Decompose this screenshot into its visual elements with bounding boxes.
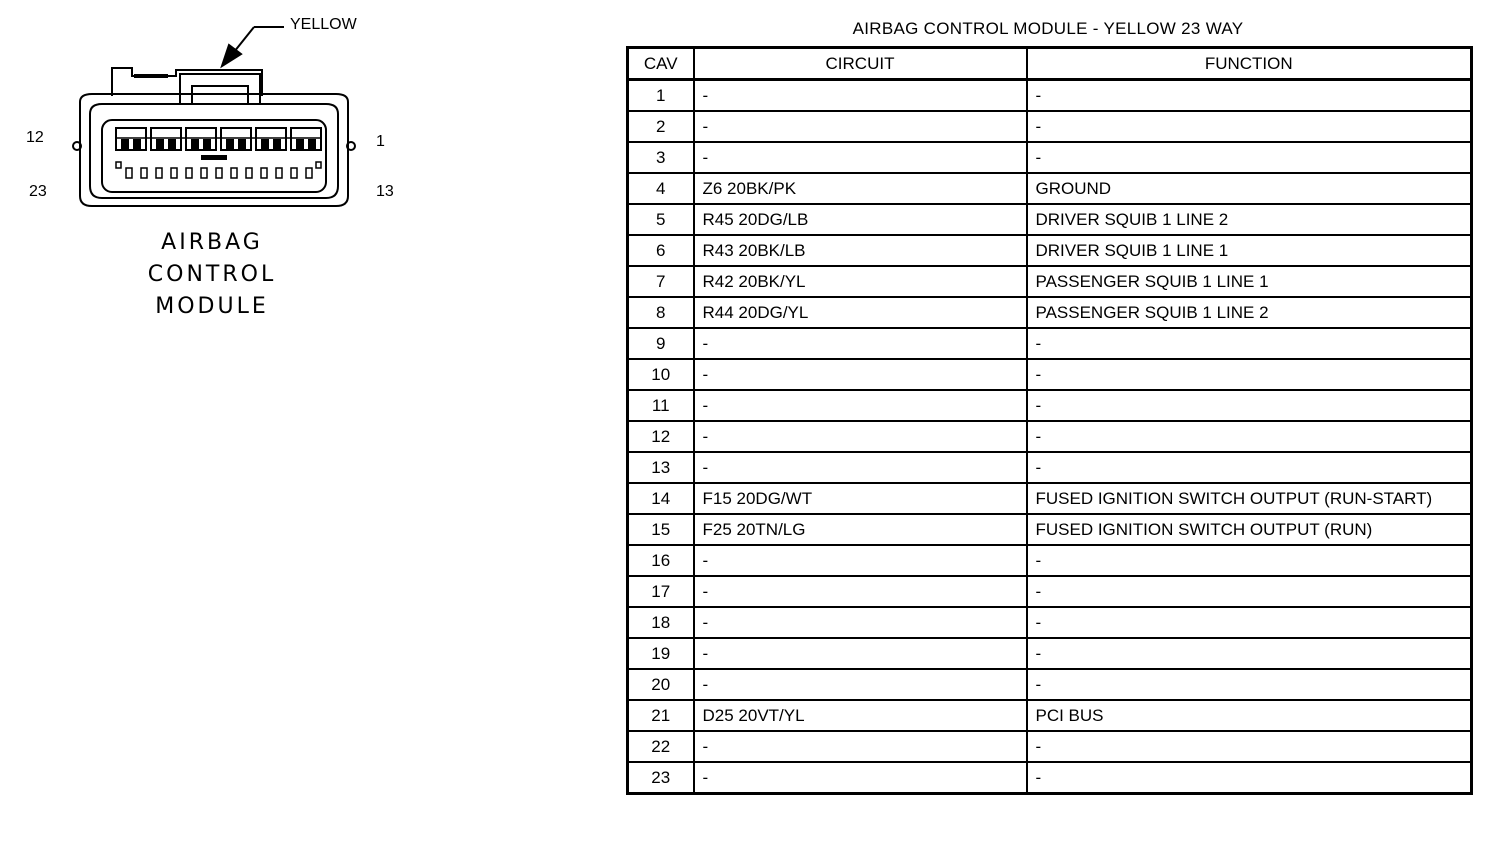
connector-latch bbox=[112, 68, 262, 96]
table-row bbox=[628, 483, 1472, 514]
table-row bbox=[628, 762, 1472, 794]
cell-function: - bbox=[1027, 576, 1472, 607]
cell-function: - bbox=[1027, 669, 1472, 700]
cell-cav: 16 bbox=[628, 545, 694, 576]
table-row bbox=[628, 421, 1472, 452]
cell-function: - bbox=[1027, 607, 1472, 638]
cell-function: FUSED IGNITION SWITCH OUTPUT (RUN) bbox=[1027, 514, 1472, 545]
cell-cav: 13 bbox=[628, 452, 694, 483]
cell-function: - bbox=[1027, 731, 1472, 762]
cell-cav: 5 bbox=[628, 204, 694, 235]
pin-label-bottom-left: 23 bbox=[29, 183, 47, 200]
cell-circuit: R45 20DG/LB bbox=[694, 204, 1027, 235]
table-row bbox=[628, 266, 1472, 297]
cell-function: PASSENGER SQUIB 1 LINE 2 bbox=[1027, 297, 1472, 328]
cell-function: - bbox=[1027, 328, 1472, 359]
cell-circuit: - bbox=[694, 111, 1027, 142]
cell-circuit: R44 20DG/YL bbox=[694, 297, 1027, 328]
table-row bbox=[628, 545, 1472, 576]
table-row bbox=[628, 328, 1472, 359]
cell-circuit: - bbox=[694, 576, 1027, 607]
cell-function: - bbox=[1027, 762, 1472, 794]
cell-function: - bbox=[1027, 390, 1472, 421]
cell-function: - bbox=[1027, 545, 1472, 576]
table-row bbox=[628, 452, 1472, 483]
module-name-line-2: CONTROL bbox=[147, 262, 277, 287]
cell-cav: 1 bbox=[628, 80, 694, 112]
table-row bbox=[628, 111, 1472, 142]
pinout-table-body bbox=[628, 80, 1472, 794]
cell-circuit: - bbox=[694, 142, 1027, 173]
table-row bbox=[628, 80, 1472, 112]
cell-function: DRIVER SQUIB 1 LINE 2 bbox=[1027, 204, 1472, 235]
cell-cav: 18 bbox=[628, 607, 694, 638]
module-name-line-3: MODULE bbox=[155, 294, 269, 319]
cell-function: - bbox=[1027, 638, 1472, 669]
pinout-table bbox=[626, 46, 1473, 795]
cell-circuit: - bbox=[694, 421, 1027, 452]
connector-diagram bbox=[0, 0, 600, 330]
cell-cav: 19 bbox=[628, 638, 694, 669]
table-row bbox=[628, 514, 1472, 545]
bottom-cavity-row bbox=[116, 162, 321, 178]
cell-function: FUSED IGNITION SWITCH OUTPUT (RUN-START) bbox=[1027, 483, 1472, 514]
cell-circuit: - bbox=[694, 80, 1027, 112]
header-circuit: CIRCUIT bbox=[694, 48, 1027, 80]
cell-cav: 23 bbox=[628, 762, 694, 794]
cell-cav: 11 bbox=[628, 390, 694, 421]
table-row bbox=[628, 235, 1472, 266]
cell-circuit: - bbox=[694, 669, 1027, 700]
cell-circuit: - bbox=[694, 731, 1027, 762]
cell-circuit: R42 20BK/YL bbox=[694, 266, 1027, 297]
cell-cav: 8 bbox=[628, 297, 694, 328]
table-row bbox=[628, 173, 1472, 204]
header-cav: CAV bbox=[628, 48, 694, 80]
cell-circuit: - bbox=[694, 762, 1027, 794]
cell-cav: 9 bbox=[628, 328, 694, 359]
cell-circuit: - bbox=[694, 607, 1027, 638]
cell-cav: 6 bbox=[628, 235, 694, 266]
cell-function: PASSENGER SQUIB 1 LINE 1 bbox=[1027, 266, 1472, 297]
table-row bbox=[628, 297, 1472, 328]
table-row bbox=[628, 700, 1472, 731]
table-row bbox=[628, 731, 1472, 762]
cell-circuit: - bbox=[694, 328, 1027, 359]
top-cavity-row bbox=[116, 128, 321, 150]
cell-function: - bbox=[1027, 80, 1472, 112]
cell-circuit: F25 20TN/LG bbox=[694, 514, 1027, 545]
table-header-row bbox=[628, 48, 1472, 80]
cell-circuit: - bbox=[694, 390, 1027, 421]
pin-label-top-left: 12 bbox=[26, 129, 44, 146]
cell-function: DRIVER SQUIB 1 LINE 1 bbox=[1027, 235, 1472, 266]
cell-function: - bbox=[1027, 421, 1472, 452]
table-row bbox=[628, 204, 1472, 235]
table-row bbox=[628, 576, 1472, 607]
cell-circuit: - bbox=[694, 452, 1027, 483]
table-title: AIRBAG CONTROL MODULE - YELLOW 23 WAY bbox=[852, 19, 1244, 38]
table-row bbox=[628, 669, 1472, 700]
cell-cav: 3 bbox=[628, 142, 694, 173]
cell-cav: 20 bbox=[628, 669, 694, 700]
cell-function: - bbox=[1027, 111, 1472, 142]
center-key bbox=[202, 156, 226, 159]
cell-function: - bbox=[1027, 359, 1472, 390]
table-row bbox=[628, 607, 1472, 638]
cell-cav: 22 bbox=[628, 731, 694, 762]
cell-cav: 15 bbox=[628, 514, 694, 545]
cell-function: PCI BUS bbox=[1027, 700, 1472, 731]
callout-arrow-line bbox=[234, 27, 254, 52]
cell-function: GROUND bbox=[1027, 173, 1472, 204]
cell-circuit: D25 20VT/YL bbox=[694, 700, 1027, 731]
cell-cav: 14 bbox=[628, 483, 694, 514]
pin-label-top-right: 1 bbox=[376, 133, 385, 150]
cell-cav: 17 bbox=[628, 576, 694, 607]
cell-function: - bbox=[1027, 142, 1472, 173]
cell-circuit: - bbox=[694, 545, 1027, 576]
cell-circuit: - bbox=[694, 359, 1027, 390]
connector-color-callout: YELLOW bbox=[290, 16, 357, 33]
cell-cav: 21 bbox=[628, 700, 694, 731]
cell-cav: 7 bbox=[628, 266, 694, 297]
cell-function: - bbox=[1027, 452, 1472, 483]
cell-cav: 12 bbox=[628, 421, 694, 452]
cell-circuit: R43 20BK/LB bbox=[694, 235, 1027, 266]
cell-cav: 4 bbox=[628, 173, 694, 204]
table-row bbox=[628, 142, 1472, 173]
table-row bbox=[628, 638, 1472, 669]
table-row bbox=[628, 359, 1472, 390]
cell-cav: 2 bbox=[628, 111, 694, 142]
header-function: FUNCTION bbox=[1027, 48, 1472, 80]
cell-circuit: Z6 20BK/PK bbox=[694, 173, 1027, 204]
pin-label-bottom-right: 13 bbox=[376, 183, 394, 200]
module-name-line-1: AIRBAG bbox=[161, 230, 263, 255]
cell-circuit: - bbox=[694, 638, 1027, 669]
cell-circuit: F15 20DG/WT bbox=[694, 483, 1027, 514]
table-row bbox=[628, 390, 1472, 421]
cell-cav: 10 bbox=[628, 359, 694, 390]
